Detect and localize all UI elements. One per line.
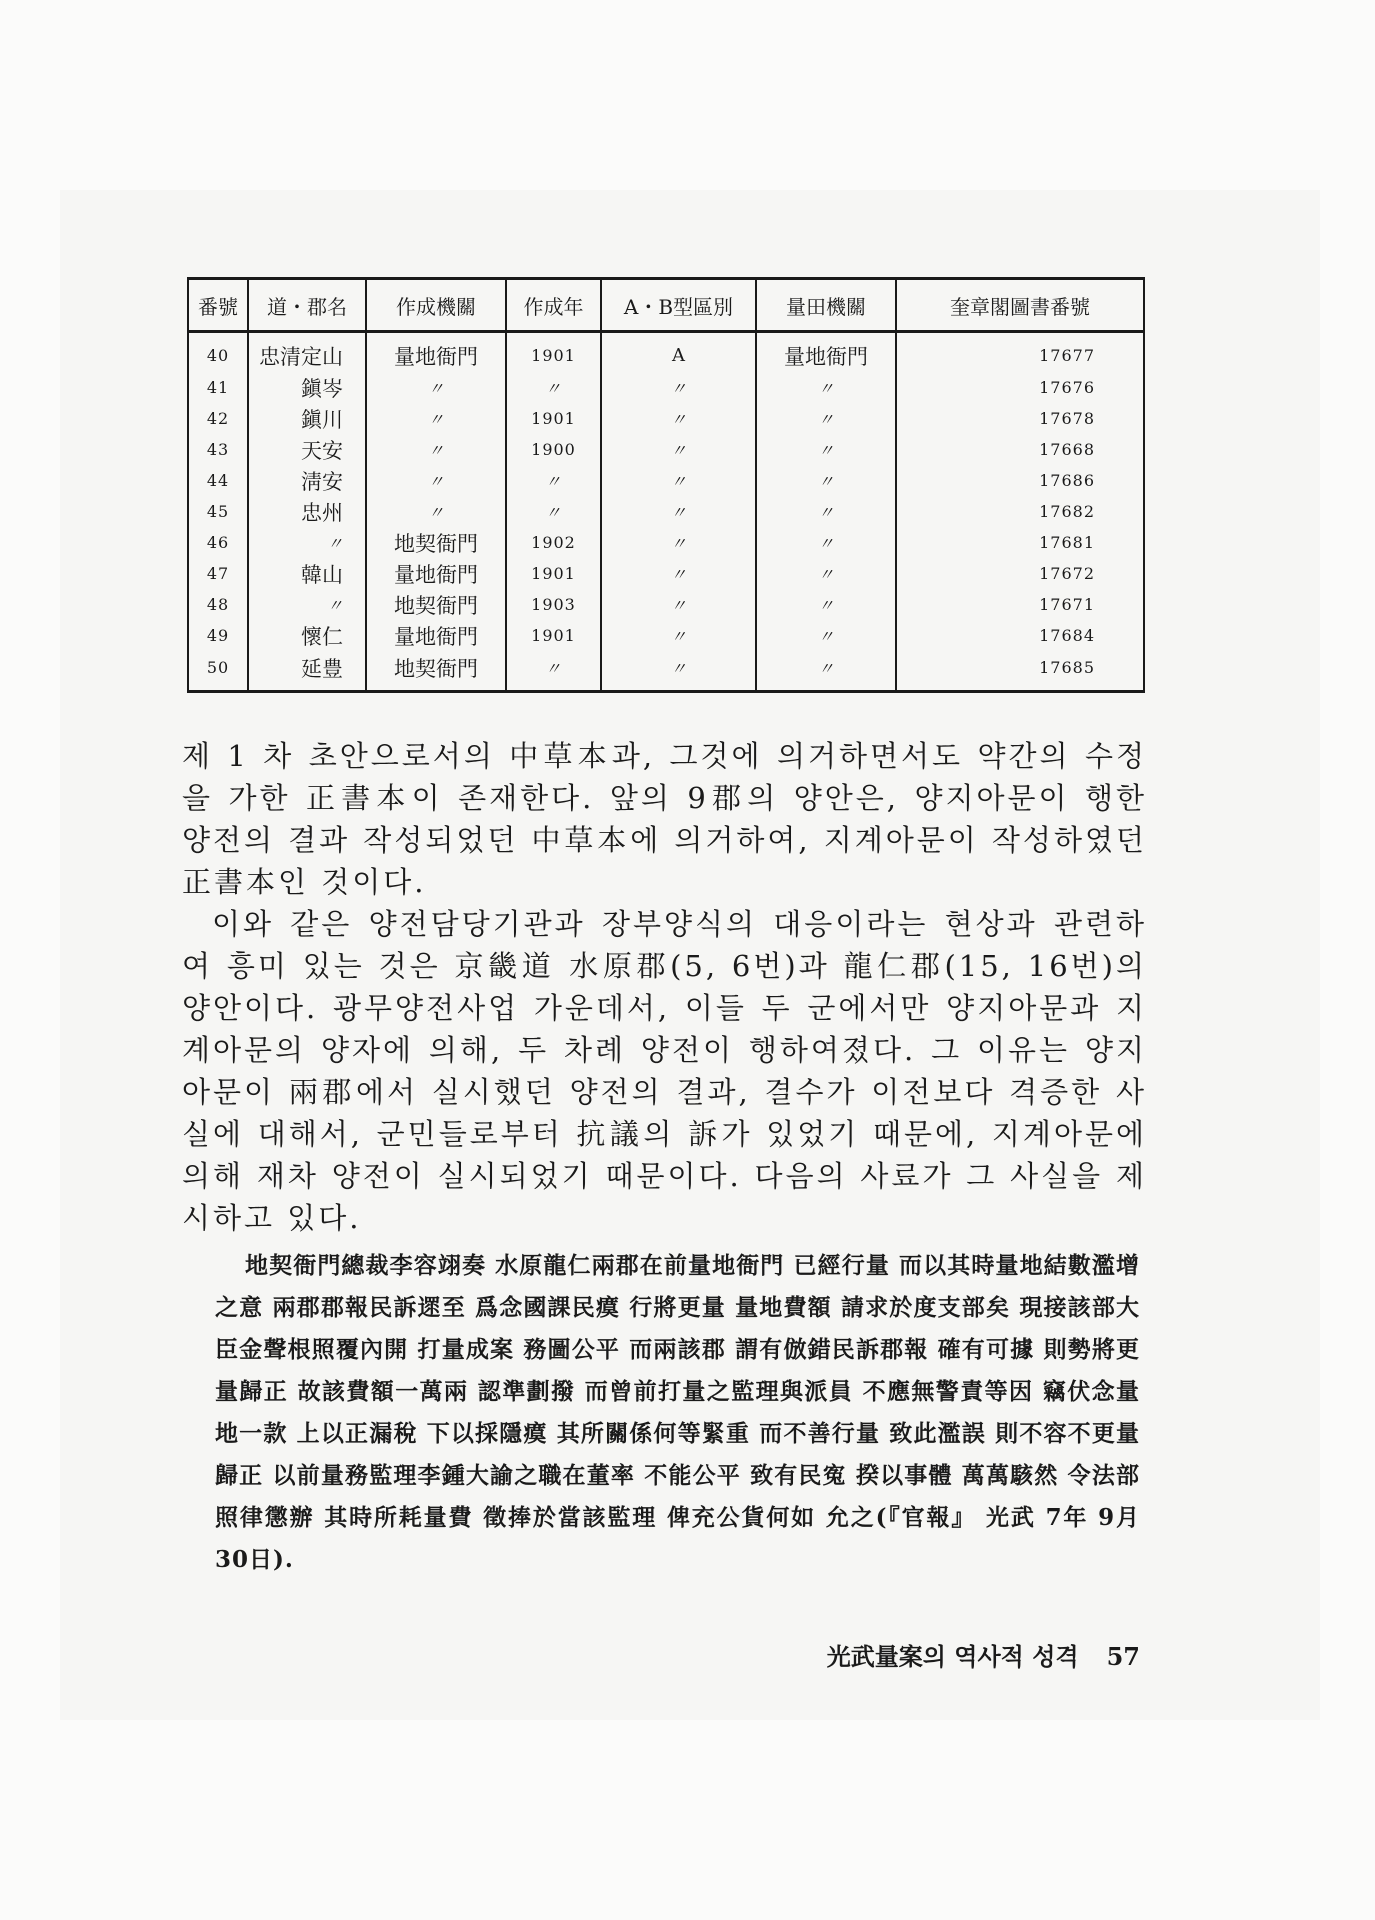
cell-survey-office: 量地衙門 (756, 332, 896, 373)
cell-number: 47 (188, 558, 248, 589)
page-number: 57 (1106, 1642, 1140, 1671)
cell-year: 〃 (506, 651, 601, 692)
running-title: 光武量案의 역사적 성격 (826, 1642, 1079, 1671)
cell-producing-office: 地契衙門 (366, 527, 506, 558)
cell-kyujanggak-number: 17678 (896, 403, 1144, 434)
cell-survey-office: 〃 (756, 527, 896, 558)
cell-survey-office: 〃 (756, 372, 896, 403)
cell-kyujanggak-number: 17684 (896, 620, 1144, 651)
cell-district: 懷仁 (248, 620, 366, 651)
cell-producing-office: 〃 (366, 434, 506, 465)
table-row (188, 434, 1144, 465)
cell-number: 49 (188, 620, 248, 651)
table-row (188, 496, 1144, 527)
source-quotation (215, 1245, 1140, 1581)
cell-number: 45 (188, 496, 248, 527)
cell-ab-type: 〃 (601, 465, 756, 496)
quotation-text: 地契衙門總裁李容翊奏 水原龍仁兩郡在前量地衙門 已經行量 而以其時量地結數濫增之意 兩郡郡報民訴遝至 爲念國課民瘼 行將更量 量地費額 請求於度支部矣 現接該部大臣金聲根照覆內開 打量成案 務圖公平 而兩該郡 謂有倣錯民訴郡報 確有可據 則勢將更量歸正 故該費額一萬兩 認準劃撥 而曾前打量之監理與派員 不應無警責等因 竊伏念量地一款 上以正漏稅 下以採隱瘼 其所關係何等緊重 而不善行量 致此濫誤 則不容不更量歸正 以前量務監理李鍾大諭之職在董率 不能公平 致有民寃 揆以事體 萬萬駭然 令法部照律懲辦 其時所耗量費 徵捧於當該監理 俾充公貨何如 允之(『官報』 光武 7年 9月 30日). (215, 1252, 1140, 1573)
cell-ab-type: 〃 (601, 651, 756, 692)
cell-ab-type: 〃 (601, 434, 756, 465)
cell-ab-type: A (601, 332, 756, 373)
cell-year: 1901 (506, 558, 601, 589)
cell-survey-office: 〃 (756, 403, 896, 434)
cell-number: 41 (188, 372, 248, 403)
cell-number: 46 (188, 527, 248, 558)
cell-number: 50 (188, 651, 248, 692)
header-survey-office: 量田機關 (756, 279, 896, 332)
cell-ab-type: 〃 (601, 403, 756, 434)
cell-district: 〃 (248, 527, 366, 558)
cell-survey-office: 〃 (756, 558, 896, 589)
cell-year: 1900 (506, 434, 601, 465)
header-district: 道・郡名 (248, 279, 366, 332)
cell-ab-type: 〃 (601, 527, 756, 558)
cell-district: 鎭岑 (248, 372, 366, 403)
cell-survey-office: 〃 (756, 465, 896, 496)
cell-district: 韓山 (248, 558, 366, 589)
table-row (188, 589, 1144, 620)
cell-number: 44 (188, 465, 248, 496)
cell-ab-type: 〃 (601, 558, 756, 589)
header-ab-type: A・B型區別 (601, 279, 756, 332)
header-number: 番號 (188, 279, 248, 332)
cell-kyujanggak-number: 17676 (896, 372, 1144, 403)
cell-producing-office: 〃 (366, 403, 506, 434)
cell-number: 42 (188, 403, 248, 434)
cell-producing-office: 量地衙門 (366, 558, 506, 589)
cell-district: 天安 (248, 434, 366, 465)
table-row (188, 527, 1144, 558)
cell-kyujanggak-number: 17685 (896, 651, 1144, 692)
cell-producing-office: 〃 (366, 372, 506, 403)
register-table (187, 277, 1145, 693)
body-text (182, 735, 1147, 1239)
table-header-row (188, 279, 1144, 332)
cell-kyujanggak-number: 17671 (896, 589, 1144, 620)
cell-producing-office: 地契衙門 (366, 589, 506, 620)
cell-survey-office: 〃 (756, 434, 896, 465)
cell-kyujanggak-number: 17681 (896, 527, 1144, 558)
cell-survey-office: 〃 (756, 651, 896, 692)
cell-year: 1901 (506, 332, 601, 373)
table-row (188, 372, 1144, 403)
cell-year: 〃 (506, 465, 601, 496)
header-year: 作成年 (506, 279, 601, 332)
cell-kyujanggak-number: 17682 (896, 496, 1144, 527)
cell-year: 〃 (506, 372, 601, 403)
cell-ab-type: 〃 (601, 372, 756, 403)
cell-number: 43 (188, 434, 248, 465)
cell-district: 鎭川 (248, 403, 366, 434)
cell-kyujanggak-number: 17668 (896, 434, 1144, 465)
cell-survey-office: 〃 (756, 496, 896, 527)
table-row (188, 332, 1144, 373)
cell-district: 〃 (248, 589, 366, 620)
cell-producing-office: 〃 (366, 465, 506, 496)
table-row (188, 651, 1144, 692)
cell-number: 40 (188, 332, 248, 373)
paragraph: 이와 같은 양전담당기관과 장부양식의 대응이라는 현상과 관련하여 흥미 있는 것은 京畿道 水原郡(5, 6번)과 龍仁郡(15, 16번)의 양안이다. 광무양전사업 가운데서, 이들 두 군에서만 양지아문과 지계아문의 양자에 의해, 두 차례 양전이 행하여졌다. 그 이유는 양지아문이 兩郡에서 실시했던 양전의 결과, 결수가 이전보다 격증한 사실에 대해서, 군민들로부터 抗議의 訴가 있었기 때문에, 지계아문에 의해 재차 양전이 실시되었기 때문이다. 다음의 사료가 그 사실을 제시하고 있다. (182, 907, 1147, 1235)
cell-kyujanggak-number: 17672 (896, 558, 1144, 589)
cell-year: 1901 (506, 403, 601, 434)
table-row (188, 558, 1144, 589)
cell-ab-type: 〃 (601, 496, 756, 527)
cell-year: 1903 (506, 589, 601, 620)
cell-producing-office: 地契衙門 (366, 651, 506, 692)
cell-producing-office: 量地衙門 (366, 620, 506, 651)
cell-district: 忠州 (248, 496, 366, 527)
cell-kyujanggak-number: 17686 (896, 465, 1144, 496)
table-row (188, 620, 1144, 651)
cell-survey-office: 〃 (756, 620, 896, 651)
cell-ab-type: 〃 (601, 620, 756, 651)
cell-year: 1902 (506, 527, 601, 558)
cell-district: 忠清定山 (248, 332, 366, 373)
cell-district: 延豊 (248, 651, 366, 692)
cell-kyujanggak-number: 17677 (896, 332, 1144, 373)
cell-survey-office: 〃 (756, 589, 896, 620)
header-producing-office: 作成機關 (366, 279, 506, 332)
cell-ab-type: 〃 (601, 589, 756, 620)
cell-year: 1901 (506, 620, 601, 651)
cell-producing-office: 量地衙門 (366, 332, 506, 373)
cell-producing-office: 〃 (366, 496, 506, 527)
header-kyujanggak-number: 奎章閣圖書番號 (896, 279, 1144, 332)
cell-year: 〃 (506, 496, 601, 527)
cell-number: 48 (188, 589, 248, 620)
cell-district: 淸安 (248, 465, 366, 496)
running-footer (740, 1637, 1140, 1672)
table-row (188, 465, 1144, 496)
table-row (188, 403, 1144, 434)
paragraph: 제 1 차 초안으로서의 中草本과, 그것에 의거하면서도 약간의 수정을 가한 正書本이 존재한다. 앞의 9郡의 양안은, 양지아문이 행한 양전의 결과 작성되었던 中草本에 의거하여, 지계아문이 작성하였던 正書本인 것이다. (182, 739, 1147, 899)
